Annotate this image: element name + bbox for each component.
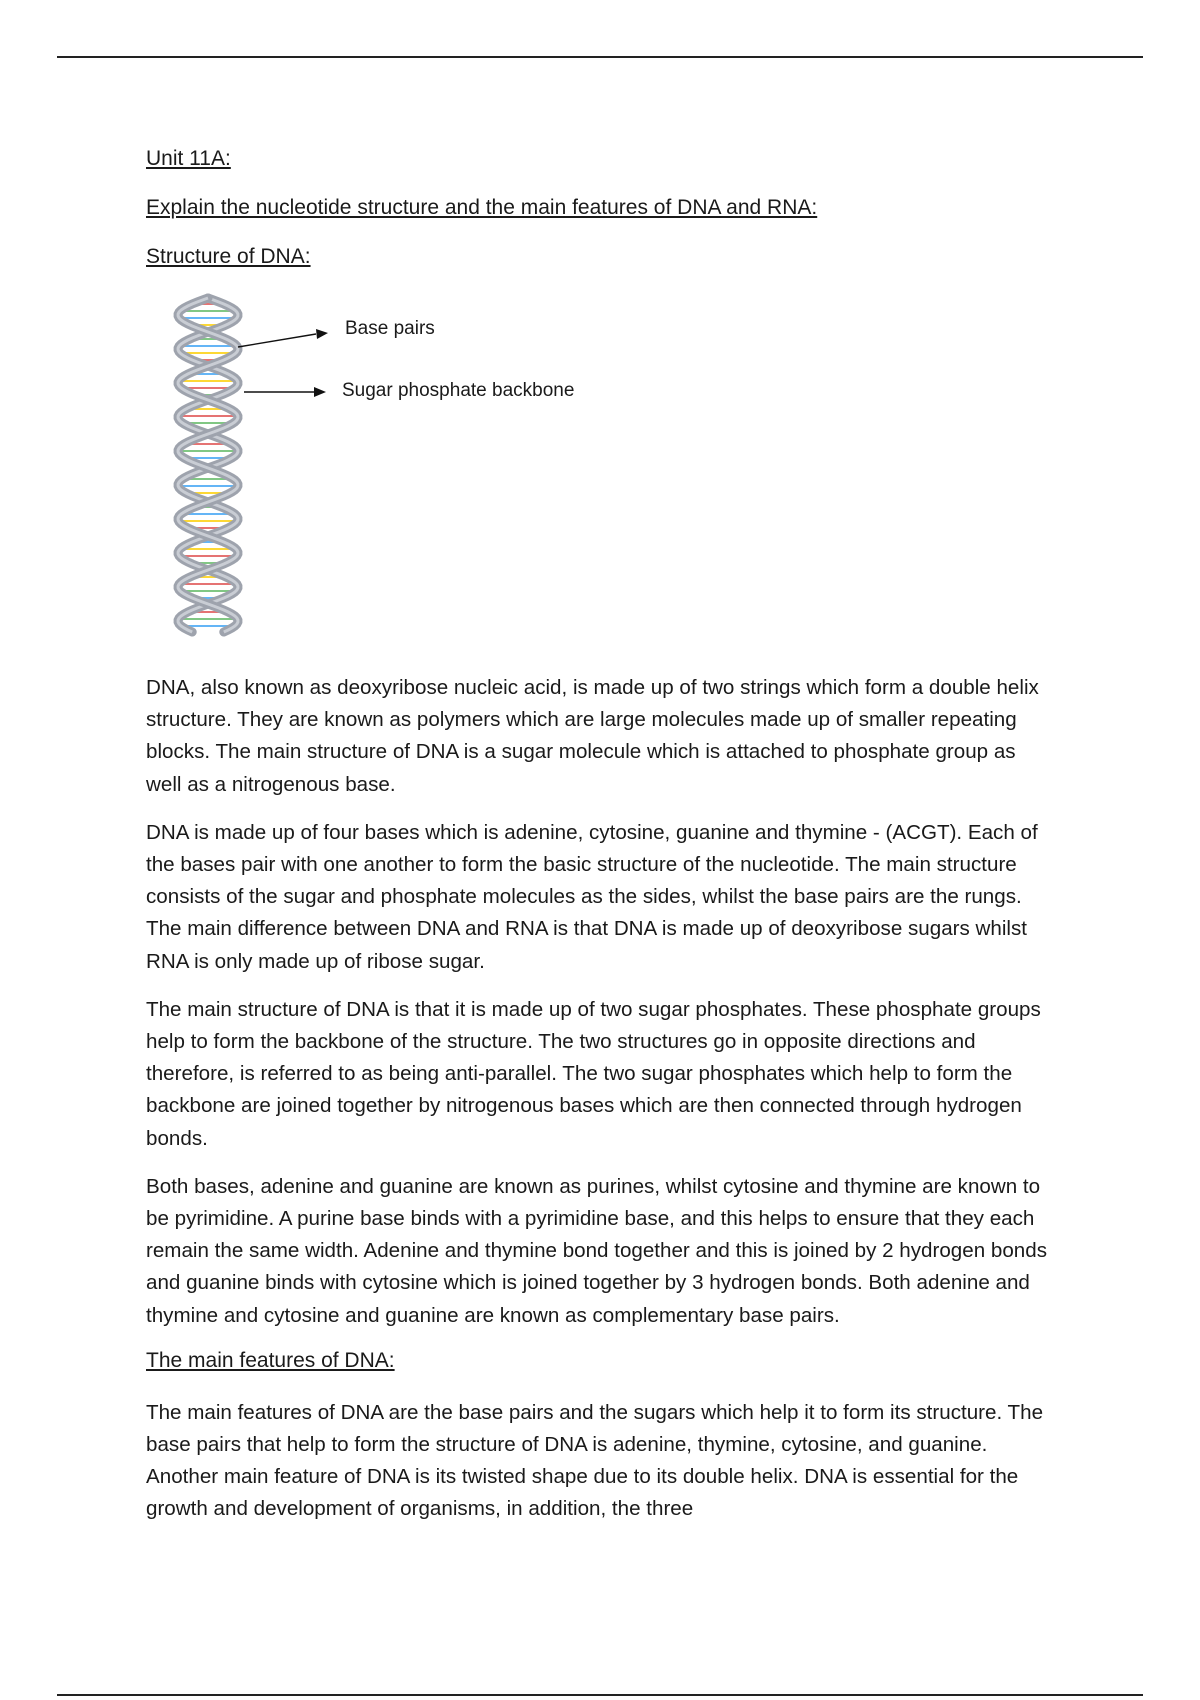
unit-heading: Unit 11A:	[146, 147, 231, 170]
paragraph-4: Both bases, adenine and guanine are known as purines, whilst cytosine and thymine are known to be pyrimidine. A purine base binds with a pyrimidine base, and this helps to ensure that they each remain the same width. Adenine and thymine bond together and this is joined by 2 hydrogen bonds and guanine binds with cytosine which is joined together by 3 hydrogen bonds. Both adenine and thymine and cytosine and guanine are known as complementary base pairs.	[146, 1174, 1047, 1327]
sugar-phosphate-strands	[178, 298, 238, 632]
label-arrows	[238, 329, 328, 397]
question-heading: Explain the nucleotide structure and the main features of DNA and RNA:	[146, 196, 818, 219]
header-rule	[57, 56, 1143, 58]
features-heading: The main features of DNA:	[146, 1348, 395, 1372]
dna-figure	[146, 293, 646, 638]
base-pairs-arrowhead	[316, 329, 328, 339]
document-body	[146, 146, 1056, 1542]
structure-heading: Structure of DNA:	[146, 245, 311, 268]
paragraph-1: DNA, also known as deoxyribose nucleic acid, is made up of two strings which form a double helix structure. They are known as polymers which are large molecules made up of smaller repeating blocks. The main structure of DNA is a sugar molecule which is attached to phosphate group as well as a nitrogenous base.	[146, 676, 1039, 796]
features-paragraph: The main features of DNA are the base pairs and the sugars which help it to form its structure. The base pairs that help to form the structure of DNA is adenine, thymine, cytosine, and guanine. Another main feature of DNA is its twisted shape due to its double helix. DNA is essential for the growth and development of organisms, in addition, the three	[146, 1400, 1044, 1521]
base-pairs-arrow-line	[238, 334, 316, 347]
backbone-arrowhead	[314, 387, 326, 397]
dna-helix-image	[146, 293, 346, 638]
backbone-label: Sugar phosphate backbone	[342, 380, 575, 401]
footer-rule	[57, 1694, 1143, 1696]
paragraph-2: DNA is made up of four bases which is adenine, cytosine, guanine and thymine - (ACGT). Each of the bases pair with one another to form the basic structure of the nucleotide. The main structure consists of the sugar and phosphate molecules as the sides, whilst the base pairs are the rungs. The main difference between DNA and RNA is that DNA is made up of deoxyribose sugars whilst RNA is only made up of ribose sugar.	[146, 820, 1038, 973]
base-pairs-label: Base pairs	[345, 318, 435, 339]
paragraph-3: The main structure of DNA is that it is made up of two sugar phosphates. These phosphate groups help to form the backbone of the structure. The two structures go in opposite directions and therefore, is referred to as being anti-parallel. The two sugar phosphates which help to form the backbone are joined together by nitrogenous bases which are then connected through hydrogen bonds.	[146, 997, 1041, 1150]
